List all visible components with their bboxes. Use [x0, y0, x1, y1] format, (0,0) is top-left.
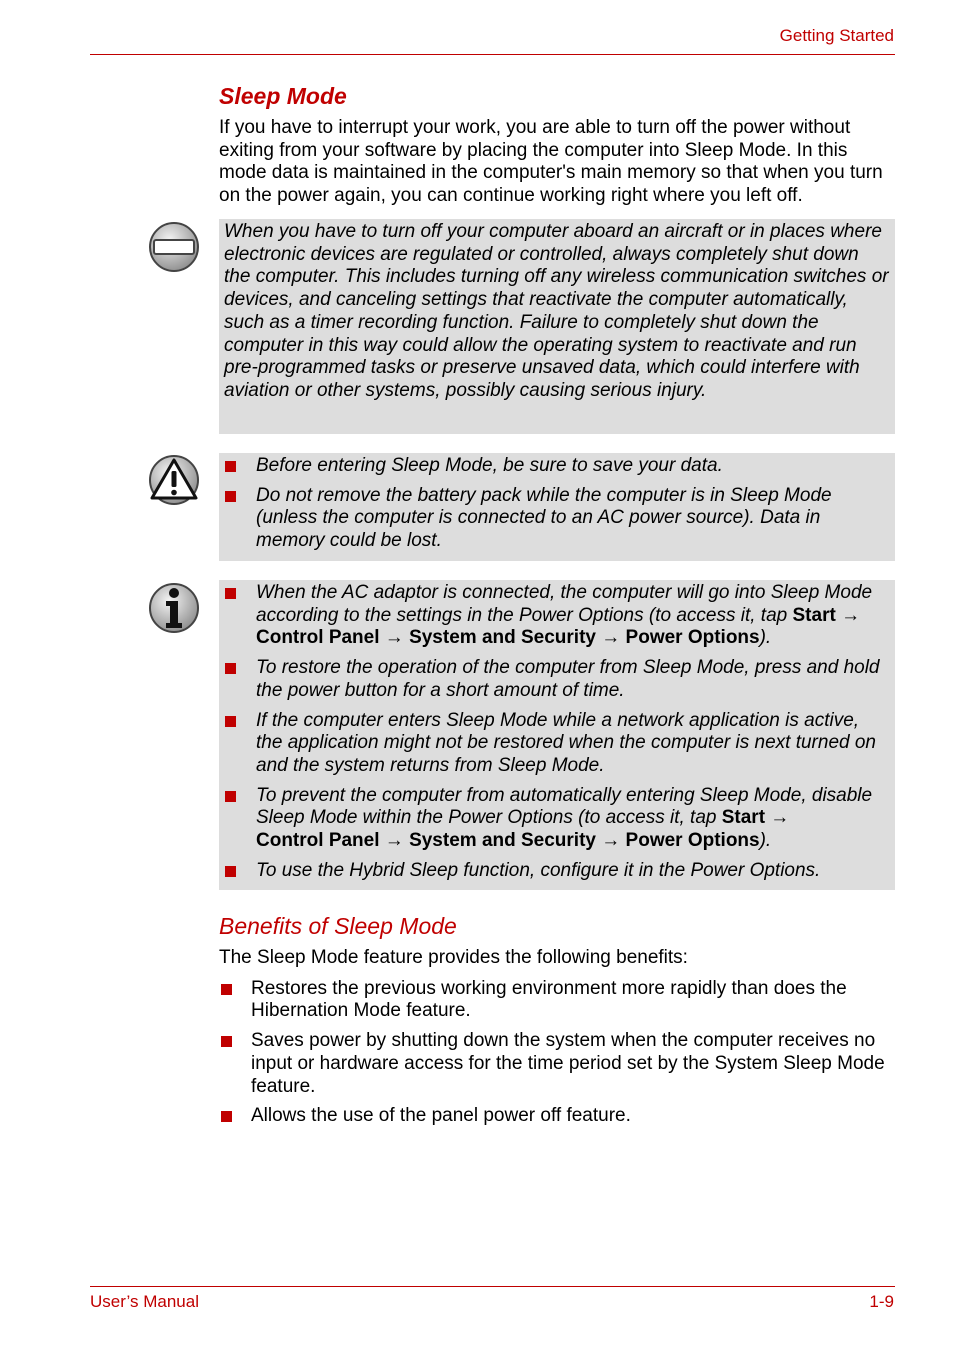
- warning-note: [219, 453, 895, 561]
- benefits-section: [219, 913, 895, 1128]
- benefits-list: [219, 978, 895, 1128]
- list-item: [219, 485, 895, 553]
- list-item-text: When the AC adaptor is connected, the computer will go into Sleep Mode according to the settings in the Power Options (to access it, tap: [256, 582, 873, 626]
- warning-list: [219, 455, 895, 553]
- list-item-text-end: ).: [759, 627, 772, 649]
- list-item-text-end: ).: [759, 830, 772, 852]
- list-item: [219, 710, 895, 778]
- list-item: [219, 860, 895, 883]
- page-number: 1-9: [869, 1292, 894, 1311]
- list-item-text: Do not remove the battery pack while the computer is in Sleep Mode (unless the computer is connected to an AC power source). Data in memory could be lost.: [256, 484, 832, 552]
- menu-path: Start →: [721, 807, 790, 829]
- list-item-text: Allows the use of the panel power off feature.: [251, 1105, 631, 1127]
- bullet-icon: [221, 984, 232, 995]
- list-item: [219, 1105, 895, 1128]
- sleep-mode-section: [219, 83, 895, 208]
- warning-icon: [148, 454, 200, 506]
- header-title: Getting Started: [779, 26, 894, 45]
- list-item: [219, 978, 895, 1023]
- footer-manual-title: User’s Manual: [90, 1292, 199, 1311]
- list-item-text: If the computer enters Sleep Mode while a network application is active, the application might not be restored when the computer is next turned on and the system returns from Sleep Mode.: [256, 709, 876, 776]
- list-item-text: To use the Hybrid Sleep function, configure it in the Power Options.: [256, 859, 821, 881]
- list-item-text: Saves power by shutting down the system when the computer receives no input or hardware access for the time period set by the System Sleep Mode feature.: [251, 1030, 885, 1097]
- list-item-text: Before entering Sleep Mode, be sure to save your data.: [256, 455, 723, 476]
- bullet-icon: [225, 716, 236, 727]
- section-title: Sleep Mode: [219, 83, 347, 109]
- menu-path: Control Panel → System and Security → Power Options: [256, 830, 760, 852]
- list-item: [219, 455, 895, 478]
- bullet-icon: [225, 866, 236, 877]
- info-list: [219, 582, 895, 882]
- prohibition-icon: [148, 221, 200, 273]
- intro-paragraph: If you have to interrupt your work, you are able to turn off the power without exiting from your software by placing the computer into Sleep Mode. In this mode data is maintained in the computer's main memory so that when you turn on the power again, you can continue working right where you left off.: [219, 117, 883, 207]
- footer-rule: [90, 1286, 895, 1287]
- list-item: [219, 657, 895, 702]
- bullet-icon: [225, 491, 236, 502]
- bullet-icon: [225, 791, 236, 802]
- list-item-text: To restore the operation of the computer from Sleep Mode, press and hold the power button for a short amount of time.: [256, 657, 880, 701]
- bullet-icon: [225, 588, 236, 599]
- bullet-icon: [225, 461, 236, 472]
- list-item: [219, 1030, 895, 1098]
- info-note: [219, 580, 895, 890]
- list-item-text: Restores the previous working environment more rapidly than does the Hibernation Mode feature.: [251, 977, 847, 1022]
- list-item: [219, 582, 895, 650]
- bullet-icon: [221, 1111, 232, 1122]
- list-item: [219, 785, 895, 853]
- menu-path: Start → Control Panel → System and Security → Power Options: [256, 604, 861, 649]
- benefits-intro: The Sleep Mode feature provides the following benefits:: [219, 947, 688, 968]
- subsection-title: Benefits of Sleep Mode: [219, 913, 457, 939]
- prohibition-note-text: When you have to turn off your computer aboard an aircraft or in places where electronic devices are regulated or controlled, always completely shut down the computer. This includes turning off any wireless communication switches or devices, and canceling settings that reactivate the computer automatically, such as a timer recording function. Failure to completely shut down the computer in this way could allow the operating system to reactivate and run pre-programmed tasks or preserve unsaved data, which could interfere with aviation or other systems, possibly causing serious injury.: [224, 221, 889, 401]
- bullet-icon: [221, 1036, 232, 1047]
- prohibition-note: [219, 219, 895, 434]
- bullet-icon: [225, 663, 236, 674]
- list-item-text: To prevent the computer from automatically entering Sleep Mode, disable Sleep Mode within the Power Options (to access it, tap: [256, 784, 873, 829]
- info-icon: [148, 582, 200, 634]
- header-rule: [90, 54, 895, 55]
